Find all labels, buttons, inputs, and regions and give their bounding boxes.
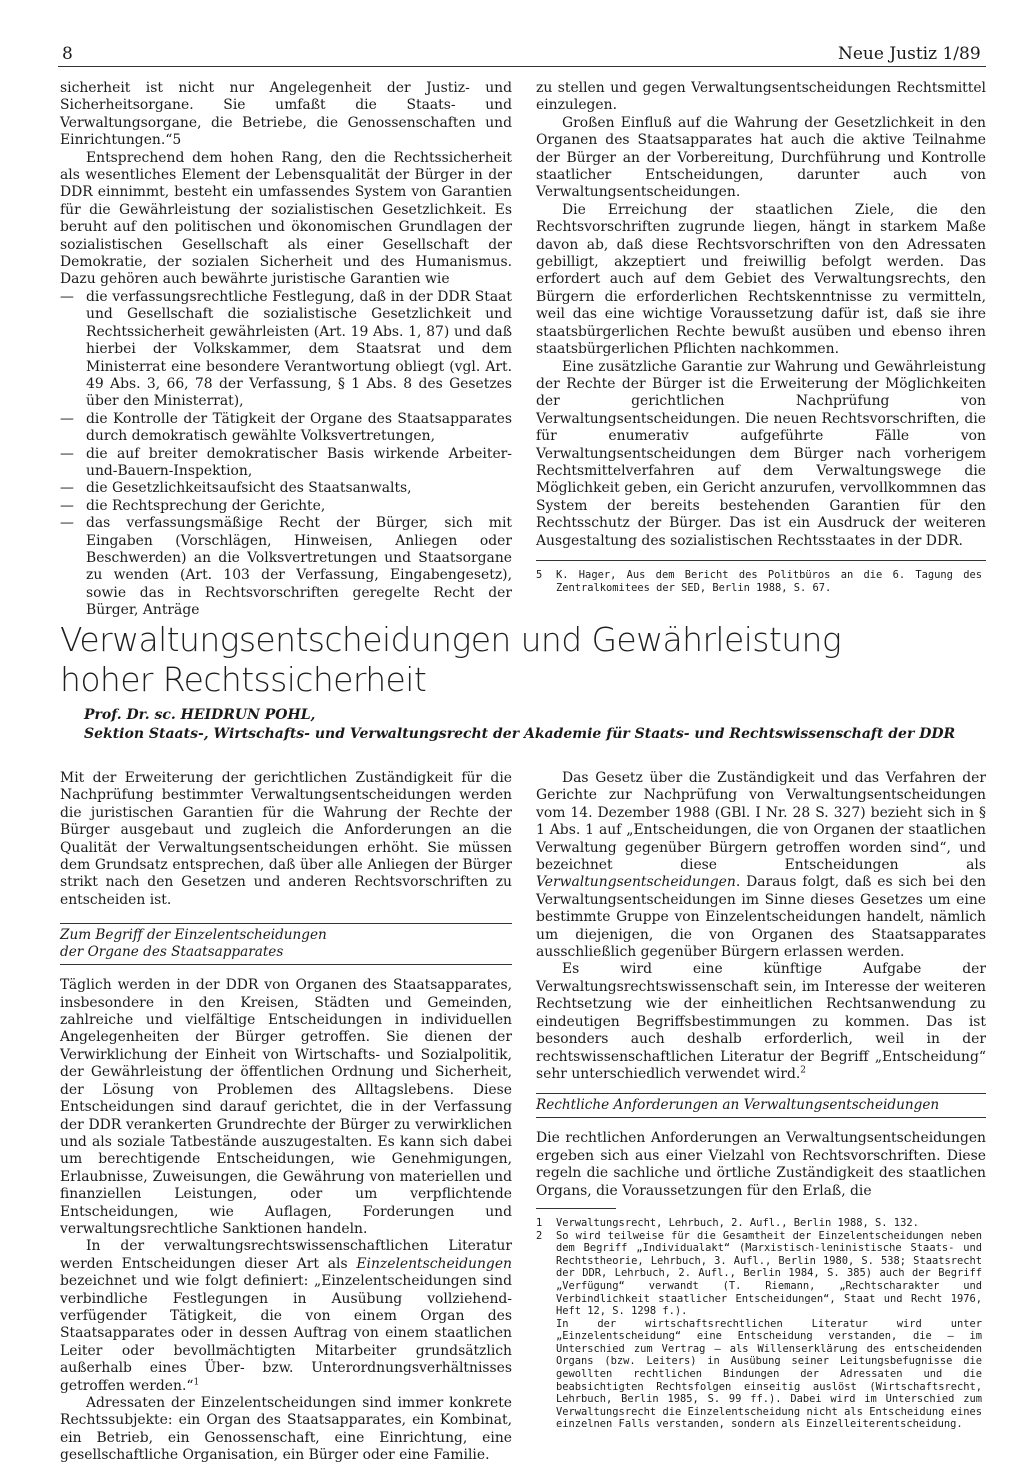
header-rule bbox=[58, 66, 986, 67]
paragraph: Täglich werden in der DDR von Organen des Staatsapparates, insbesondere in den Kreisen, Städten und Gemeinden, zahlreiche und vielfältige Entscheidungen in individuellen Angelegenheiten der Bürger getroffen. Sie dienen der Verwirklichung der Einheit von Wirtschafts- und Sozialpolitik, der Gewährleistung der öffentlichen Ordnung und Sicherheit, der Lösung von Problemen des Alltagslebens. Diese Entscheidungen sind darauf gerichtet, die in der Verfassung der DDR verankerten Grundrechte der Bürger zu verwirklichen und als soziale Tatbestände auszugestalten. Es kann sich dabei um berechtigende Entscheidungen, wie Genehmigungen, Erlaubnisse, Zuweisungen, die Gewährung von materiellen und finanziellen Leistungen, oder um verpflichtende Entscheidungen, wie Auflagen, Forderungen und verwaltungsrechtliche Sanktionen handeln. bbox=[60, 977, 512, 1237]
list-item: — das verfassungsmäßige Recht der Bürger, sich mit Eingaben (Vorschlägen, Hinweisen, Anliegen oder Beschwerden) an die Volksvertretungen und Staatsorgane zu wenden (Art. 103 der Verfassung, Eingabengesetz), sowie das in Rechtsvorschriften geregelte Recht der Bürger, Anträge bbox=[60, 515, 512, 619]
text-run: Das Gesetz über die Zuständigkeit und das Verfahren der Gerichte zur Nachprüfung von Verwaltungsentscheidungen vom 14. Dezember 1988 (GBl. I Nr. 28 S. 327) bezieht sich in § 1 Abs. 1 auf „Entscheidungen, die von Organen der staatlichen Verwaltung gegenüber Bürgern getroffen worden sind“, und bezeichnet diese Entscheidungen als bbox=[536, 770, 986, 874]
text-run: Es wird eine künftige Aufgabe der Verwaltungsrechtswissenschaft sein, im Interesse der weiteren Rechtsetzung wie der einheitlichen Rechtsanwendung zu eindeutigen Begriffsbestimmungen zu kommen. Das ist besonders auch deshalb erforderlich, weil in der rechtswissenschaftlichen Literatur der Begriff „Entscheidung“ sehr unterschiedlich verwendet wird. bbox=[536, 961, 986, 1082]
journal-issue: Neue Justiz 1/89 bbox=[838, 44, 981, 64]
footnote-ref: 2 bbox=[800, 1065, 807, 1076]
footnote-text: So wird teilweise für die Gesamtheit der Einzelentscheidungen neben dem Begriff „Individualakt“ (Marxistisch-leninistische Staats- und Rechtstheorie, Lehrbuch, 3. Aufl., Berlin 1980, S. 538; Staatsrecht der DDR, Lehrbuch, 2. Aufl., Berlin 1984, S. 385) auch der Begriff „Verfügung“ verwandt (T. Riemann, „Rechtscharakter und Verbindlichkeit staatlicher Entscheidungen“, Staat und Recht 1976, Heft 12, S. 1298 f.). bbox=[556, 1229, 982, 1318]
paragraph: Entsprechend dem hohen Rang, den die Rechtssicherheit als wesentliches Element der Lebensqualität der Bürger in der DDR einnimmt, besteht ein umfassendes System von Garantien für die Gewährleistung der sozialistischen Gesetzlichkeit. Es beruht auf den politischen und ökonomischen Grundlagen der sozialistischen Gesellschaft als einer Gesellschaft der Demokratie, der sozialen Sicherheit und des Humanismus. Dazu gehören auch bewährte juristische Garantien wie bbox=[60, 149, 512, 288]
list-item: — die Kontrolle der Tätigkeit der Organe des Staatsapparates durch demokratisch gewählte Volksvertretungen, bbox=[60, 411, 512, 446]
footnote-rule bbox=[536, 560, 986, 561]
paragraph: zu stellen und gegen Verwaltungsentscheidungen Rechtsmittel einzulegen. bbox=[536, 80, 986, 114]
text-run: bezeichnet und wie folgt definiert: „Einzelentscheidungen sind verbindliche Festlegungen in Ausübung vollziehend-verfügender Tätigkeit, die von einem Organ des Staatsapparates oder in dessen Auftrag von einem staatlichen Leiter oder bevollmächtigten Mitarbeiter grundsätzlich außerhalb eines Über- bzw. Unterordnungsverhältnisses getroffen werden.“ bbox=[60, 1273, 512, 1394]
paragraph bbox=[536, 961, 986, 1083]
emphasis: Verwaltungsentscheidungen bbox=[536, 874, 736, 891]
footnote bbox=[536, 1230, 986, 1318]
footnote-ref: 1 bbox=[193, 1376, 200, 1387]
footnote-rule bbox=[536, 1208, 616, 1209]
upper-right-column bbox=[536, 80, 986, 594]
article-title bbox=[60, 620, 960, 700]
lower-right-column bbox=[536, 770, 986, 1431]
article-title-line: Verwaltungsentscheidungen und Gewährleistung bbox=[60, 620, 842, 659]
section-heading: Rechtliche Anforderungen an Verwaltungsentscheidungen bbox=[536, 1093, 986, 1118]
footnote bbox=[536, 1318, 986, 1431]
text-run: In der verwaltungsrechtswissenschaftlichen Literatur werden Entscheidungen dieser Art als bbox=[60, 1238, 512, 1272]
footnote-text: K. Hager, Aus dem Bericht des Politbüros an die 6. Tagung des Zentralkomitees der SED, Berlin 1988, S. 67. bbox=[556, 568, 982, 594]
paragraph: sicherheit ist nicht nur Angelegenheit der Justiz- und Sicherheitsorgane. Sie umfaßt die Staats- und Verwaltungsorgane, die Betriebe, die Genossenschaften und Einrichtungen.“5 bbox=[60, 80, 512, 149]
footnote-number: 5 bbox=[536, 568, 543, 581]
footnote-text: In der wirtschaftsrechtlichen Literatur wird unter „Einzelentscheidung“ eine Entscheidung verstanden, die – im Unterschied zum Vertrag – als Willenserklärung des entscheidenden Organs (bzw. Leiters) in Ausübung seiner Leitungsbefugnisse die gewollten rechtlichen Bindungen der Adressaten und die beabsichtigten Rechtsfolgen einseitig auslöst (Wirtschaftsrecht, Lehrbuch, Berlin 1985, S. 99 ff.). Dabei wird im Unterschied zum Verwaltungsrecht die Einzelentscheidung nicht als Entscheidung eines einzelnen Falls verstanden, sondern als Einzelleiterentscheidung. bbox=[556, 1317, 982, 1431]
lower-left-column bbox=[60, 770, 512, 1465]
paragraph: Die Erreichung der staatlichen Ziele, die den Rechtsvorschriften zugrunde liegen, hängt in starkem Maße davon ab, daß diese Rechtsvorschriften von den Adressaten gebilligt, akzeptiert und freiwillig befolgt werden. Das erfordert auch auf dem Gebiet des Verwaltungsrechts, den Bürgern die erforderlichen Rechtskenntnisse zu vermitteln, weil das eine wichtige Voraussetzung dafür ist, daß sie ihre staatsbürgerlichen Rechte bewußt ausüben und ebenso ihren staatsbürgerlichen Pflichten nachkommen. bbox=[536, 201, 986, 358]
paragraph: Eine zusätzliche Garantie zur Wahrung und Gewährleistung der Rechte der Bürger ist die Erweiterung der Möglichkeiten der gerichtlichen Nachprüfung von Verwaltungsentscheidungen. Die neuen Rechtsvorschriften, die für enumerativ aufgeführte Fälle von Verwaltungsentscheidungen dem Bürger nach vorherigem Rechtsmittelverfahren auf dem Verwaltungswege die Möglichkeit geben, ein Gericht anzurufen, vervollkommnen das System der bereits bestehenden Garantien für den Rechtsschutz der Bürger. Das ist ein Ausdruck der weiteren Ausgestaltung des sozialistischen Rechtsstaates in der DDR. bbox=[536, 358, 986, 549]
section-heading-line: Zum Begriff der Einzelentscheidungen bbox=[60, 927, 327, 944]
paragraph bbox=[536, 770, 986, 961]
footnote-number: 1 bbox=[536, 1216, 543, 1229]
section-heading-line: der Organe des Staatsapparates bbox=[60, 944, 284, 961]
list-item: — die auf breiter demokratischer Basis wirkende Arbeiter-und-Bauern-Inspektion, bbox=[60, 446, 512, 481]
author-affiliation: Sektion Staats-, Wirtschafts- und Verwaltungsrecht der Akademie für Staats- und Rechtswissenschaft der DDR bbox=[84, 725, 956, 742]
footnote bbox=[536, 569, 986, 594]
article-title-line: hoher Rechtssicherheit bbox=[60, 660, 427, 699]
author-name: Prof. Dr. sc. HEIDRUN POHL, bbox=[84, 707, 316, 723]
author-block bbox=[84, 706, 984, 743]
list-item: — die verfassungsrechtliche Festlegung, daß in der DDR Staat und Gesellschaft die sozialistische Gesetzlichkeit und Rechtssicherheit gewährleisten (Art. 19 Abs. 1, 87) und daß hierbei der Volkskammer, dem Staatsrat und dem Ministerrat eine besondere Verantwortung obliegt (vgl. Art. 49 Abs. 3, 66, 78 der Verfassung, § 1 Abs. 8 des Gesetzes über den Ministerrat), bbox=[60, 289, 512, 411]
paragraph bbox=[60, 1238, 512, 1395]
footnote-text: Verwaltungsrecht, Lehrbuch, 2. Aufl., Berlin 1988, S. 132. bbox=[556, 1216, 919, 1229]
list-item: — die Gesetzlichkeitsaufsicht des Staatsanwalts, bbox=[60, 480, 512, 497]
footnote bbox=[536, 1217, 986, 1230]
emphasis: Einzelentscheidungen bbox=[356, 1255, 512, 1272]
footnote-number: 2 bbox=[536, 1229, 543, 1242]
paragraph: Großen Einfluß auf die Wahrung der Gesetzlichkeit in den Organen des Staatsapparates hat auch die aktive Teilnahme der Bürger an der Vorbereitung, Durchführung und Kontrolle staatlicher Entscheidungen, darunter auch von Verwaltungsentscheidungen. bbox=[536, 114, 986, 201]
list-item: — die Rechtsprechung der Gerichte, bbox=[60, 498, 512, 515]
guarantee-list bbox=[60, 289, 512, 620]
page-number: 8 bbox=[62, 44, 73, 64]
upper-left-column bbox=[60, 80, 512, 620]
section-heading bbox=[60, 923, 512, 965]
paragraph: Adressaten der Einzelentscheidungen sind immer konkrete Rechtssubjekte: ein Organ des Staatsapparates, ein Kombinat, ein Betrieb, ein Genossenschaft, eine Einrichtung, eine gesellschaftliche Organisation, ein Bürger oder eine Familie. bbox=[60, 1395, 512, 1464]
intro-paragraph: Mit der Erweiterung der gerichtlichen Zuständigkeit für die Nachprüfung bestimmter Verwaltungsentscheidungen werden die juristischen Garantien für die Wahrung der Rechte der Bürger ausgebaut und zugleich die Anforderungen an die Qualität der Verwaltungsentscheidungen erhöht. Sie müssen dem Grundsatz entsprechen, daß über alle Anliegen der Bürger strikt nach den Gesetzen und anderen Rechtsvorschriften zu entscheiden ist. bbox=[60, 770, 512, 908]
text-run: . Daraus folgt, daß es sich bei den Verwaltungsentscheidungen im Sinne dieses Gesetzes um eine bestimmte Gruppe von Einzelentscheidungen handelt, nämlich um diejenigen, die von Organen des Staatsapparates ausschließlich gegenüber Bürgern erlassen werden. bbox=[536, 874, 986, 961]
paragraph: Die rechtlichen Anforderungen an Verwaltungsentscheidungen ergeben sich aus einer Vielzahl von Rechtsvorschriften. Diese regeln die sachliche und örtliche Zuständigkeit des staatlichen Organs, die Voraussetzungen für den Erlaß, die bbox=[536, 1130, 986, 1199]
